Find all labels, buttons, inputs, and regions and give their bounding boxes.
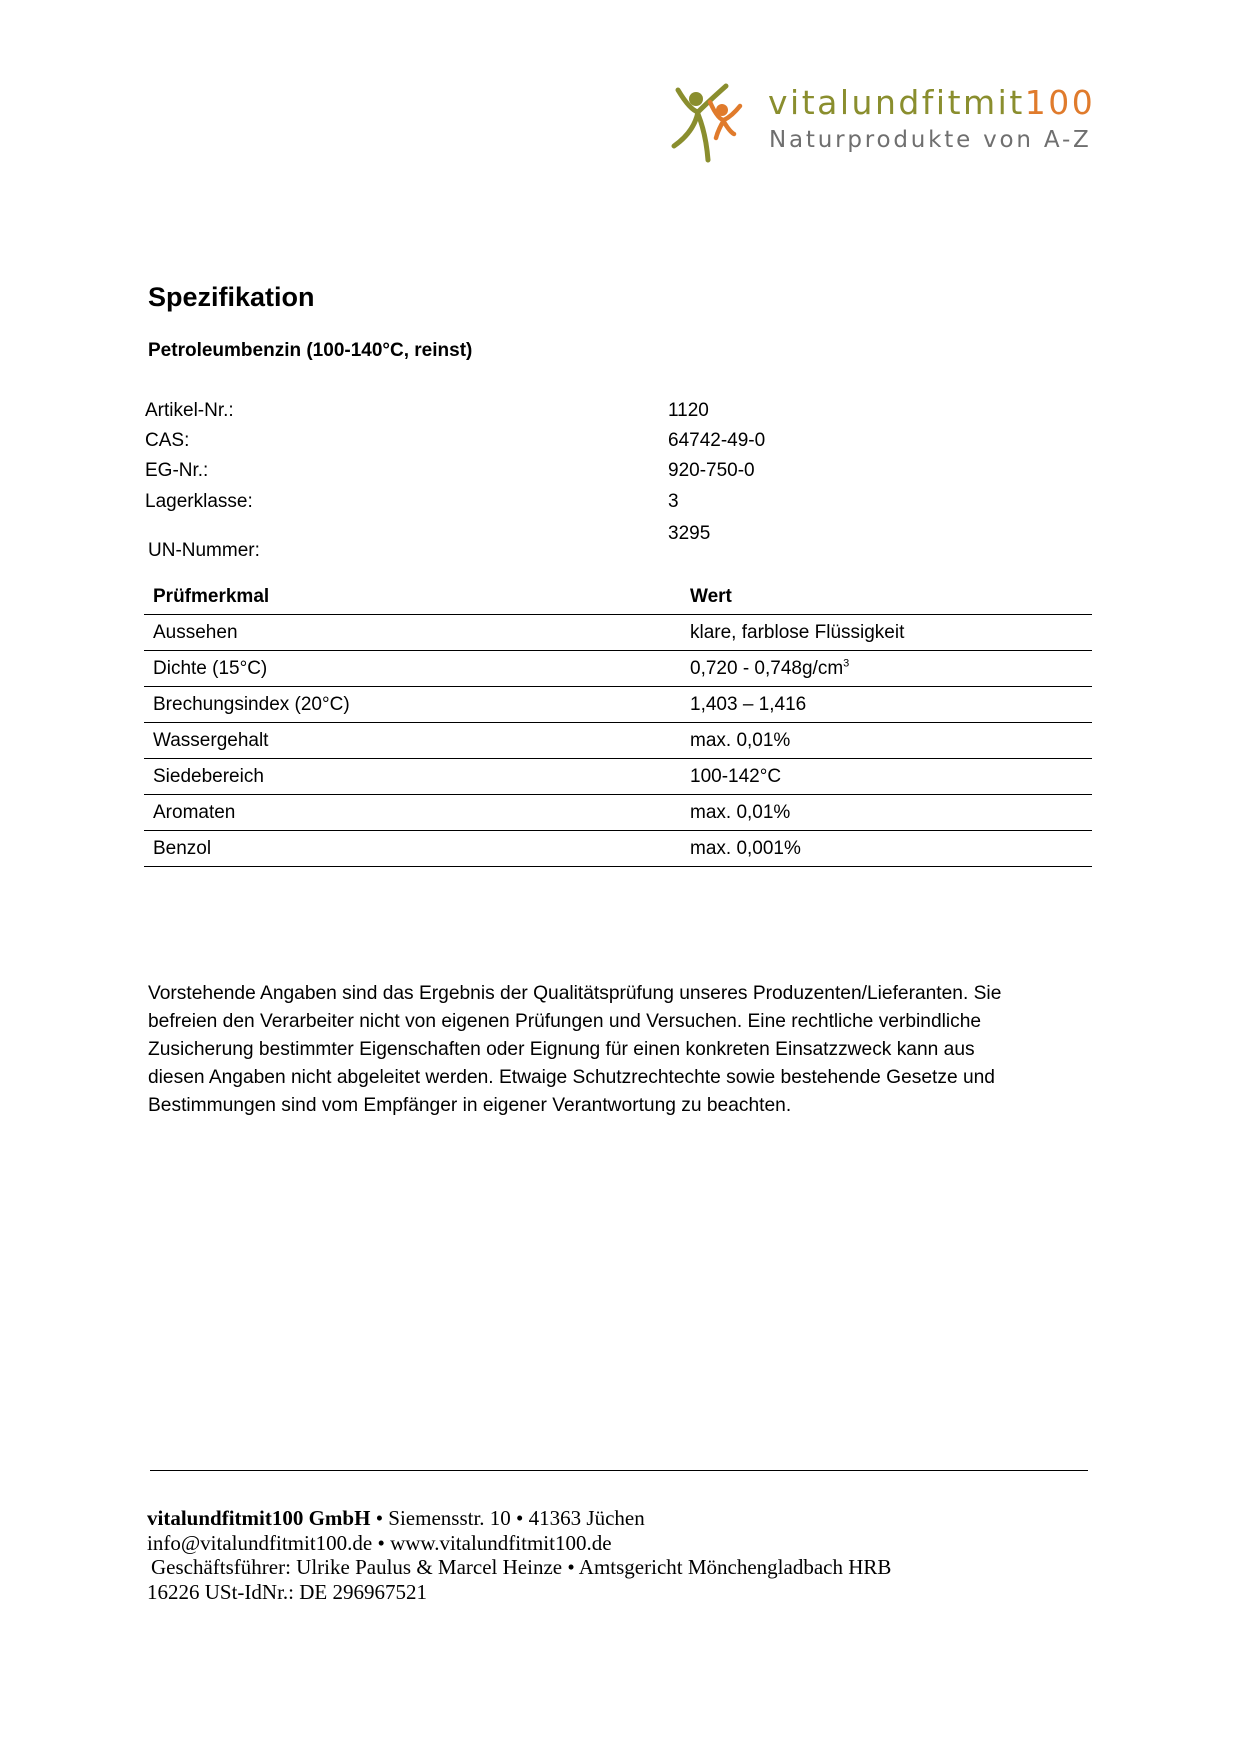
table-row	[144, 831, 1092, 867]
table-row	[144, 687, 1092, 723]
table-row	[144, 615, 1092, 651]
wert-superscript: 3	[843, 657, 850, 670]
footer-address: • Siemensstr. 10 • 41363 Jüchen	[370, 1506, 645, 1530]
product-name: Petroleumbenzin (100-140°C, reinst)	[148, 340, 473, 361]
wert-cell: max. 0,01%	[681, 795, 1092, 831]
column-header-wert: Wert	[681, 580, 1092, 615]
artikel-label: Artikel-Nr.:	[145, 400, 234, 421]
eg-label: EG-Nr.:	[145, 460, 209, 481]
footer-contact: info@vitalundfitmit100.de • www.vitalundfitmit100.de	[147, 1530, 612, 1555]
logo-wordmark: vitalundfitmit100	[768, 83, 1096, 122]
wert-cell: 1,403 – 1,416	[681, 687, 1092, 723]
page-footer	[147, 1506, 891, 1604]
footer-divider	[150, 1470, 1088, 1471]
merkmal-cell: Brechungsindex (20°C)	[144, 687, 681, 723]
column-header-merkmal: Prüfmerkmal	[144, 580, 681, 615]
disclaimer-line: Vorstehende Angaben sind das Ergebnis der Qualitätsprüfung unseres Produzenten/Lieferanten. Sie	[148, 983, 1002, 1004]
wert-cell: 100-142°C	[681, 759, 1092, 795]
running-figures-icon	[668, 72, 768, 172]
wert-cell: max. 0,01%	[681, 723, 1092, 759]
cas-label: CAS:	[145, 430, 190, 451]
disclaimer-paragraph	[148, 980, 1108, 1120]
merkmal-cell: Siedebereich	[144, 759, 681, 795]
un-label: UN-Nummer:	[148, 540, 260, 561]
footer-company: vitalundfitmit100 GmbH	[147, 1506, 371, 1530]
disclaimer-line: diesen Angaben nicht abgeleitet werden. Etwaige Schutzrechtechte sowie bestehende Gesetze und	[148, 1067, 995, 1088]
merkmal-cell: Aussehen	[144, 615, 681, 651]
lagerklasse-value: 3	[668, 491, 679, 512]
wert-cell: max. 0,001%	[681, 831, 1092, 867]
merkmal-cell: Benzol	[144, 831, 681, 867]
spec-table	[144, 580, 1092, 867]
lagerklasse-label: Lagerklasse:	[145, 491, 253, 512]
merkmal-cell: Aromaten	[144, 795, 681, 831]
spec-table-header	[144, 580, 1092, 615]
table-row	[144, 795, 1092, 831]
un-value: 3295	[668, 523, 711, 544]
logo-tagline: Naturprodukte von A-Z	[769, 127, 1092, 153]
footer-company-line	[147, 1506, 891, 1531]
wert-text: 0,720 - 0,748g/cm	[690, 658, 844, 679]
footer-management: Geschäftsführer: Ulrike Paulus & Marcel Heinze • Amtsgericht Mönchengladbach HRB	[151, 1555, 892, 1579]
document-title: Spezifikation	[148, 282, 315, 312]
disclaimer-line: Bestimmungen sind vom Empfänger in eigener Verantwortung zu beachten.	[148, 1095, 792, 1116]
merkmal-cell: Wassergehalt	[144, 723, 681, 759]
artikel-value: 1120	[668, 400, 709, 421]
wert-cell: klare, farblose Flüssigkeit	[681, 615, 1092, 651]
disclaimer-line: befreien den Verarbeiter nicht von eigenen Prüfungen und Versuchen. Eine rechtliche verbindliche	[148, 1011, 982, 1032]
table-row	[144, 759, 1092, 795]
company-logo	[668, 72, 1108, 172]
wert-cell	[681, 651, 1092, 687]
footer-register: 16226 USt-IdNr.: DE 296967521	[147, 1579, 427, 1604]
disclaimer-line: Zusicherung bestimmter Eigenschaften oder Eignung für einen konkreten Einsatzzweck kann aus	[148, 1039, 975, 1060]
table-row	[144, 651, 1092, 687]
cas-value: 64742-49-0	[668, 430, 766, 451]
eg-value: 920-750-0	[668, 460, 755, 481]
table-row	[144, 723, 1092, 759]
merkmal-cell: Dichte (15°C)	[144, 651, 681, 687]
